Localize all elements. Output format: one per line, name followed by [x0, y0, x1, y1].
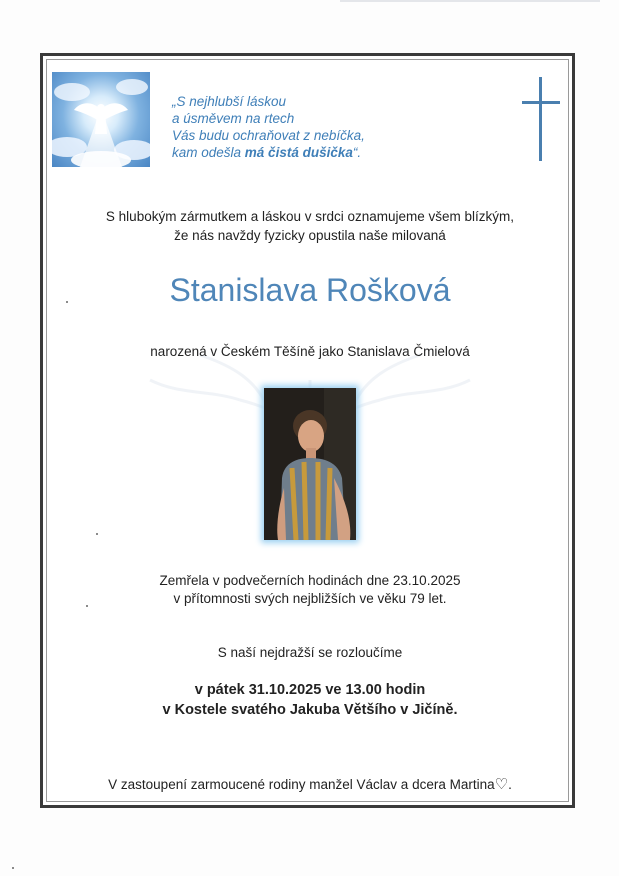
death-line-2: v přítomnosti svých nejbližších ve věku 79 let.	[173, 591, 447, 606]
announcement-text	[60, 207, 560, 245]
angel-in-clouds-image	[52, 72, 150, 167]
birth-info: narozená v Českém Těšíně jako Stanislava Čmielová	[150, 344, 470, 359]
death-line-1: Zemřela v podvečerních hodinách dne 23.10.2025	[159, 573, 461, 588]
deceased-name: Stanislava Rošková	[169, 272, 451, 308]
announcement-line-2: že nás navždy fyzicky opustila naše milovaná	[174, 228, 446, 243]
ceremony-details	[60, 680, 560, 720]
scan-speck	[12, 867, 14, 869]
scan-speck	[66, 301, 68, 303]
quote-line-3: Vás budu ochraňovat z nebíčka,	[172, 128, 365, 143]
signature-text: V zastoupení zarmoucené rodiny manžel Václav a dcera Martina	[108, 777, 495, 792]
scan-speck	[96, 533, 98, 535]
ceremony-date: v pátek 31.10.2025 ve 13.00 hodin	[194, 682, 426, 698]
quote-line-2: a úsměvem na rtech	[172, 111, 295, 126]
scan-artifact-line	[340, 0, 600, 2]
cross-icon	[520, 75, 562, 168]
ceremony-place: v Kostele svatého Jakuba Většího v Jičíně.	[162, 702, 458, 718]
death-info	[60, 572, 560, 608]
family-signature	[60, 775, 560, 793]
quote-line-4	[172, 144, 472, 161]
farewell-intro: S naší nejdražší se rozloučíme	[217, 645, 403, 660]
memorial-quote	[172, 93, 472, 161]
quote-line-4-suffix: “.	[352, 145, 362, 160]
scan-speck	[86, 605, 88, 607]
quote-line-1: „S nejhlubší láskou	[172, 94, 287, 109]
portrait-photo	[264, 388, 356, 540]
heart-outline-icon: ♡	[494, 775, 509, 793]
quote-line-4-bold: má čistá dušička	[244, 145, 353, 160]
quote-line-4-prefix: kam odešla	[172, 145, 245, 160]
announcement-line-1: S hlubokým zármutkem a láskou v srdci oznamujeme všem blízkým,	[105, 209, 515, 224]
signature-suffix: .	[508, 777, 512, 792]
